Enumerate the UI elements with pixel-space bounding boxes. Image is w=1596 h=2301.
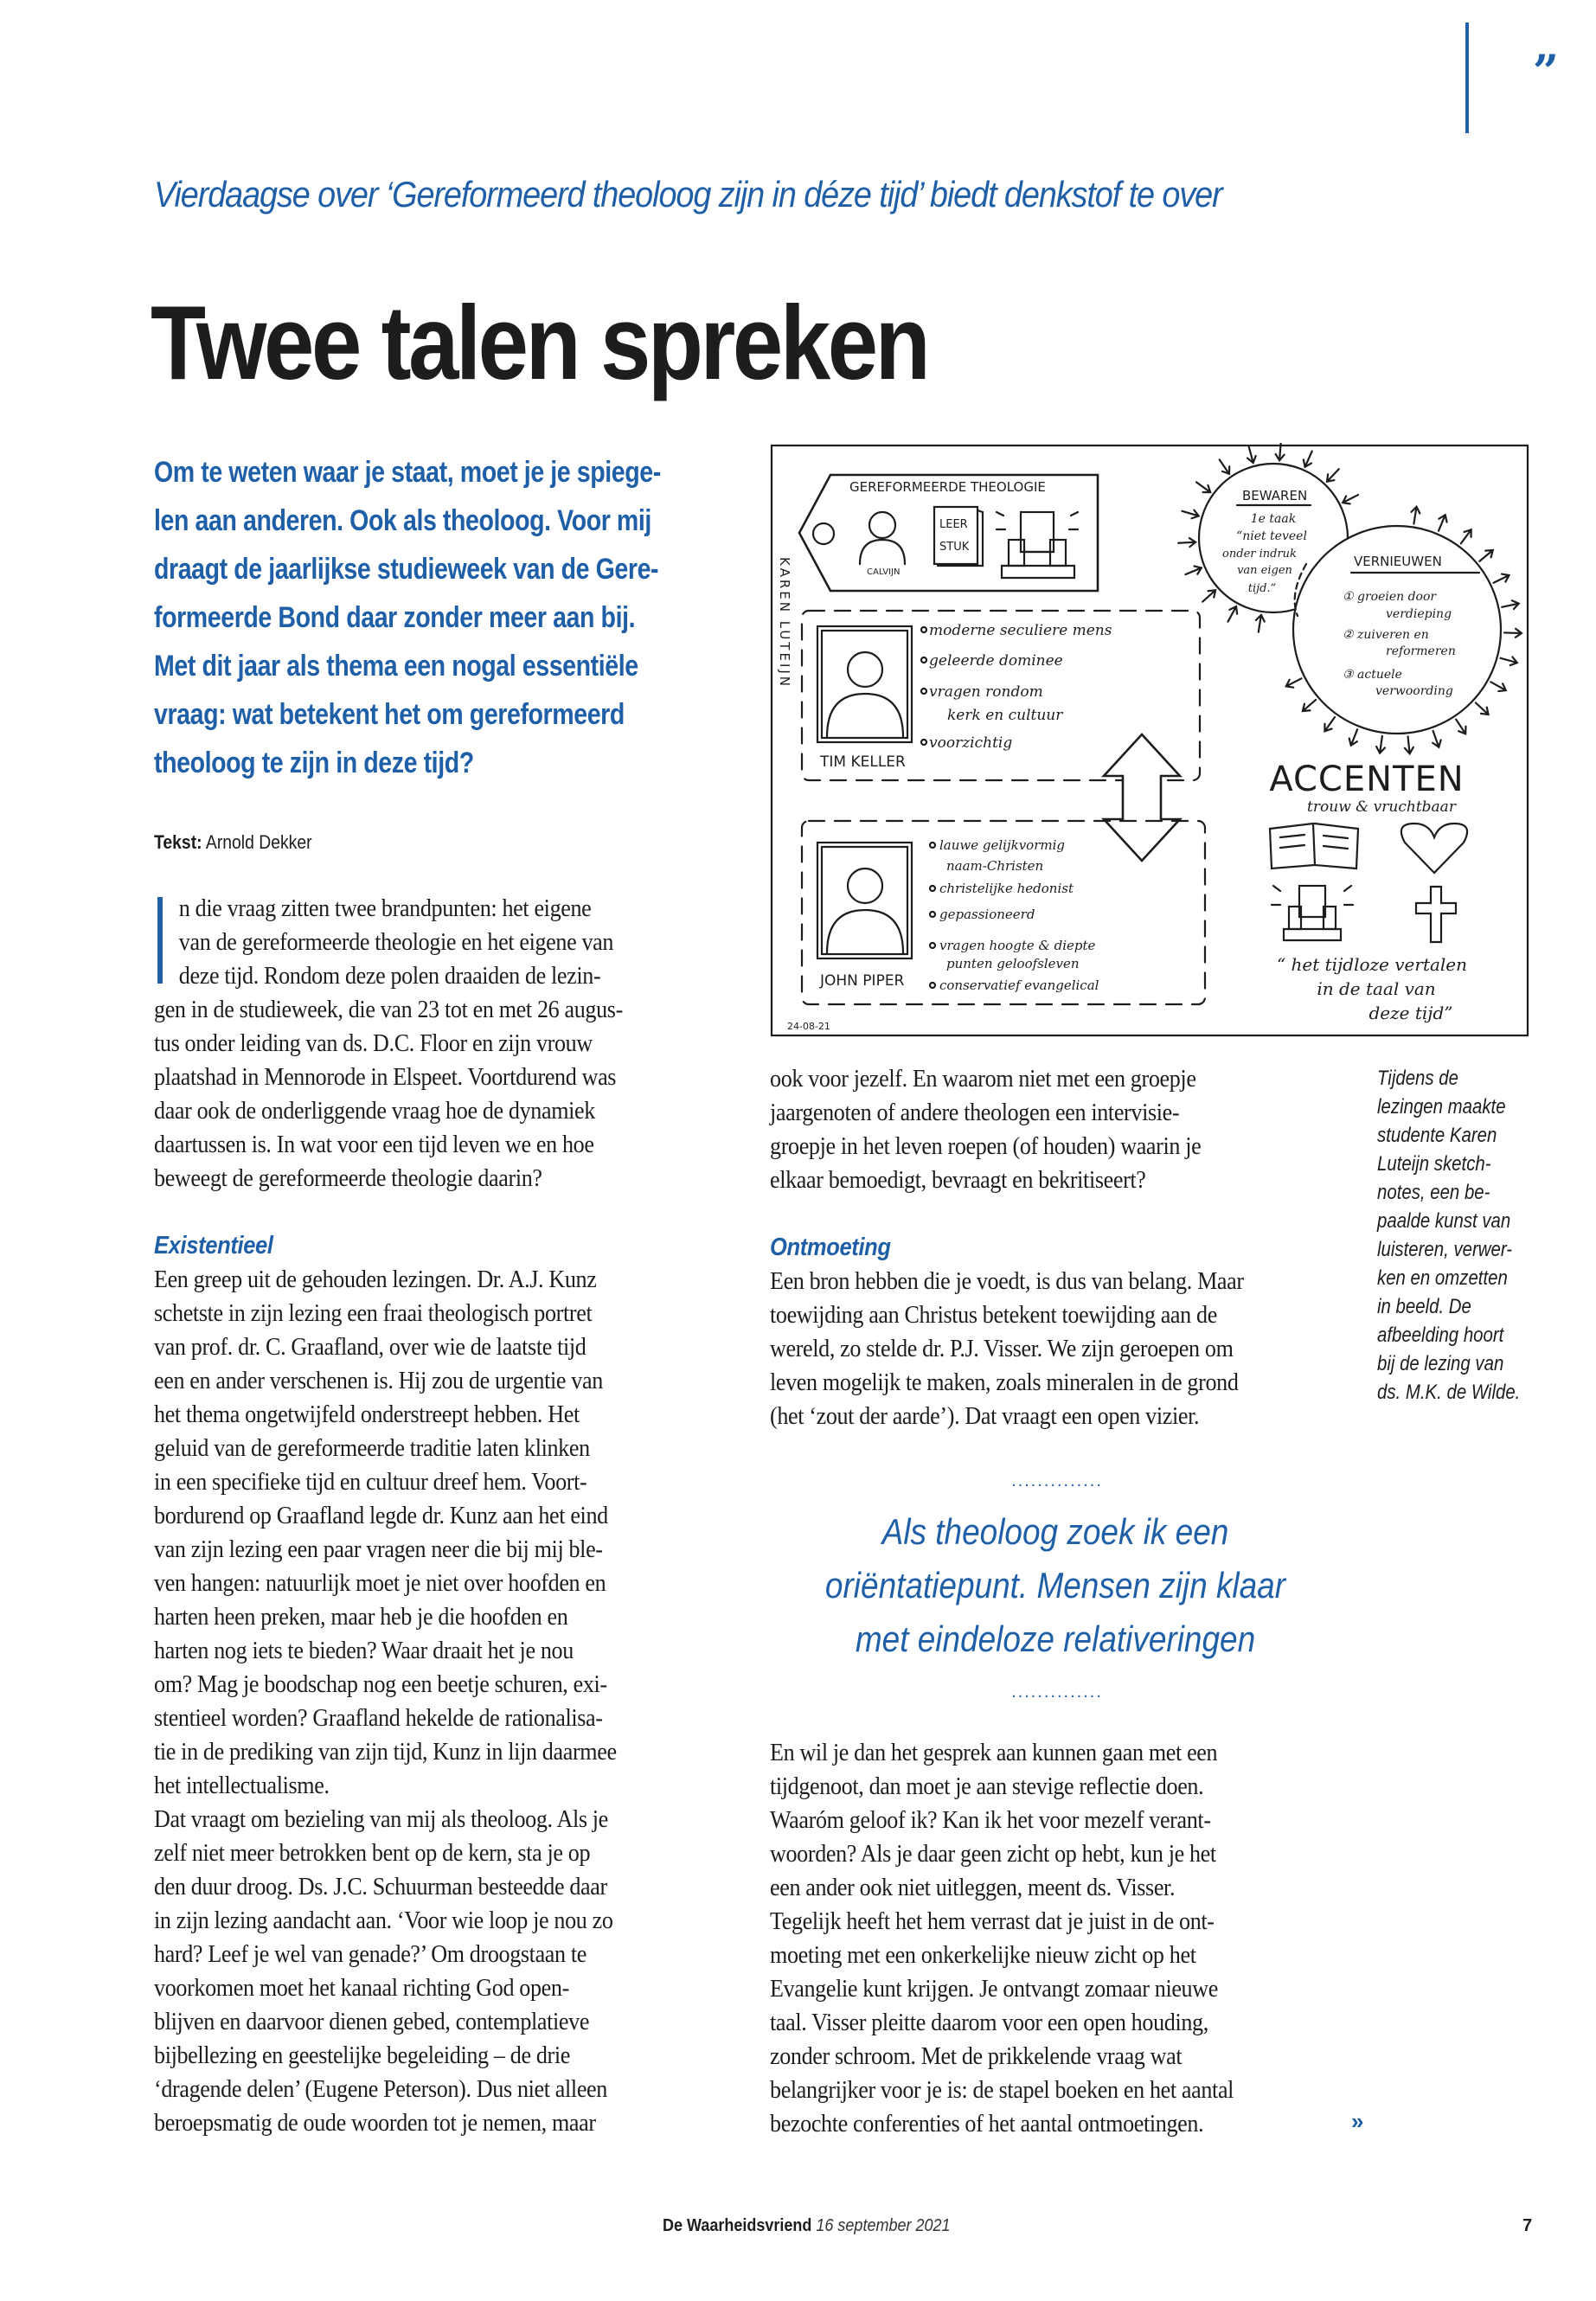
arrow-icon bbox=[1228, 606, 1238, 622]
arrow-icon bbox=[1247, 446, 1256, 463]
text-line: taal. Visser pleitte daarom voor een open houding, bbox=[770, 2009, 1208, 2036]
piper-point: christelijke hedonist bbox=[939, 881, 1074, 896]
arrow-icon bbox=[1433, 731, 1440, 747]
text-line: gen in de studieweek, die van 23 tot en met 26 augus- bbox=[154, 996, 623, 1023]
cross-icon bbox=[1416, 887, 1456, 942]
article-title: Twee talen spreken bbox=[151, 284, 928, 401]
text-line: het thema ongetwijfeld onderstreept hebben. Het bbox=[154, 1400, 580, 1428]
body-column-left bbox=[154, 892, 734, 2140]
arrow-icon bbox=[1327, 469, 1339, 482]
piper-name: JOHN PIPER bbox=[820, 972, 905, 990]
piper-points bbox=[939, 837, 1099, 993]
arrow-icon bbox=[1304, 452, 1312, 467]
calvin-label: CALVIJN bbox=[867, 567, 901, 577]
text-line: tijdgenoot, dan moet je aan stevige reflectie doen. bbox=[770, 1772, 1204, 1800]
pull-quote-divider-bottom: .............. bbox=[1011, 1682, 1103, 1702]
arrow-icon bbox=[1456, 720, 1465, 734]
arrow-icon bbox=[1178, 538, 1195, 547]
caption-line: lezingen maakte bbox=[1377, 1095, 1506, 1118]
text-line: moeting met een onkerkelijke nieuw zicht op het bbox=[770, 1941, 1196, 1969]
text-line: Een bron hebben die je voedt, is dus van belang. Maar bbox=[770, 1267, 1244, 1295]
byline bbox=[154, 830, 312, 855]
text-line: zelf niet meer betrokken bent op de kern, sta je op bbox=[154, 1839, 591, 1867]
text-line: tie in de prediking van zijn tijd, Kunz in lijn daarmee bbox=[154, 1738, 617, 1766]
text-line: ‘dragende delen’ (Eugene Peterson). Dus niet alleen bbox=[154, 2075, 607, 2103]
arrow-icon bbox=[1501, 657, 1517, 665]
text-line: Tegelijk heeft het hem verrast dat je juist in de ont- bbox=[770, 1907, 1215, 1935]
sketch-date: 24-08-21 bbox=[787, 1021, 830, 1032]
arrow-icon bbox=[1439, 515, 1447, 530]
keller-point: vragen rondom bbox=[929, 683, 1043, 701]
keller-bullets bbox=[921, 627, 926, 745]
piper-point: punten geloofsleven bbox=[946, 956, 1080, 971]
caption-line: luisteren, verwer- bbox=[1377, 1238, 1513, 1261]
page-number: 7 bbox=[1522, 2216, 1533, 2235]
text-line: groepje in het leven roepen (of houden) waarin je bbox=[770, 1132, 1202, 1160]
text-line: geluid van de gereformeerde traditie laten klinken bbox=[154, 1434, 590, 1462]
vernieuwen-line: ③ actuele bbox=[1343, 668, 1402, 682]
text-line: En wil je dan het gesprek aan kunnen gaan met een bbox=[770, 1739, 1218, 1766]
caption-line: Tijdens de bbox=[1377, 1067, 1458, 1090]
caption-line: Luteijn sketch- bbox=[1377, 1152, 1491, 1176]
text-line: daar ook de onderliggende vraag hoe de dynamiek bbox=[154, 1097, 595, 1125]
text-line: tus onder leiding van ds. D.C. Floor en zijn vrouw bbox=[154, 1029, 593, 1057]
intro-line: vraag: wat betekent het om gereformeerd bbox=[154, 698, 625, 731]
sketch-quote-line: deze tijd” bbox=[1368, 1003, 1453, 1023]
arrow-icon bbox=[1303, 700, 1316, 711]
text-line: Waaróm geloof ik? Kan ik het voor mezelf verant- bbox=[770, 1806, 1211, 1834]
pull-quote-line: met eindeloze relativeringen bbox=[855, 1618, 1256, 1659]
text-line: (het ‘zout der aarde’). Dat vraagt een open vizier. bbox=[770, 1402, 1200, 1430]
text-line: Een greep uit de gehouden lezingen. Dr. A.J. Kunz bbox=[154, 1266, 597, 1293]
text-line: zonder schroom. Met de prikkelende vraag wat bbox=[770, 2042, 1183, 2070]
calvin-silhouette-icon bbox=[860, 512, 905, 564]
vernieuwen-line: ② zuiveren en bbox=[1343, 628, 1429, 642]
arrow-icon bbox=[1461, 529, 1471, 543]
piper-portrait-icon bbox=[817, 843, 912, 958]
book-label-2: STUK bbox=[939, 541, 970, 554]
text-line: ven hangen: natuurlijk moet je niet over hoofden en bbox=[154, 1569, 606, 1597]
accenten-subtitle: trouw & vruchtbaar bbox=[1307, 798, 1456, 816]
text-line: voorkomen moet het kanaal richting God open- bbox=[154, 1974, 569, 2002]
keller-points bbox=[929, 622, 1112, 752]
text-line: Dat vraagt om bezieling van mij als theoloog. Als je bbox=[154, 1805, 608, 1833]
throne-icon bbox=[1272, 886, 1353, 940]
arrow-icon bbox=[1286, 678, 1302, 687]
arrow-icon bbox=[1411, 507, 1420, 524]
arrow-icon bbox=[1476, 702, 1489, 715]
section-heading: Ontmoeting bbox=[770, 1234, 891, 1261]
intro-line: Om te weten waar je staat, moet je je spiege- bbox=[154, 456, 661, 489]
byline-author: Arnold Dekker bbox=[205, 831, 312, 853]
text-line: in een specifieke tijd en cultuur dreef hem. Voort- bbox=[154, 1468, 587, 1496]
text-line: n die vraag zitten twee brandpunten: het eigene bbox=[178, 894, 592, 922]
arrow-icon bbox=[1185, 567, 1201, 575]
arrow-icon bbox=[1349, 729, 1357, 746]
piper-point: lauwe gelijkvormig bbox=[939, 837, 1065, 853]
article-subtitle: Vierdaagse over ‘Gereformeerd theoloog zijn in déze tijd’ biedt denkstof te over bbox=[154, 174, 1222, 215]
vernieuwen-line: verwoording bbox=[1375, 684, 1453, 698]
text-line: bordurend op Graafland legde dr. Kunz aan het eind bbox=[154, 1502, 608, 1529]
bewaren-line: “niet teveel bbox=[1236, 529, 1307, 543]
quote-icon: ” bbox=[1533, 46, 1559, 99]
vernieuwen-line: ① groeien door bbox=[1343, 590, 1437, 604]
bewaren-line: tijd.” bbox=[1247, 582, 1277, 595]
pull-quote-line: oriëntatiepunt. Mensen zijn klaar bbox=[824, 1565, 1286, 1606]
sketchnote-illustration bbox=[770, 443, 1529, 1038]
text-line: blijven en daarvoor dienen gebed, contemplatieve bbox=[154, 2008, 590, 2035]
text-line: belangrijker voor je is: de stapel boeken en het aantal bbox=[770, 2076, 1234, 2104]
vernieuwen-line: verdieping bbox=[1386, 607, 1452, 621]
text-line: wereld, zo stelde dr. P.J. Visser. We zijn geroepen om bbox=[770, 1335, 1234, 1362]
header-rule bbox=[1465, 22, 1469, 133]
vernieuwen-title: VERNIEUWEN bbox=[1354, 554, 1442, 569]
artist-name: KAREN LUTEIJN bbox=[777, 557, 792, 689]
text-line: deze tijd. Rondom deze polen draaiden de lezin- bbox=[178, 962, 601, 990]
bewaren-line: 1e taak bbox=[1250, 512, 1297, 526]
intro-line: theoloog te zijn in deze tijd? bbox=[154, 747, 474, 779]
publication-name: De Waarheidsvriend bbox=[663, 2216, 812, 2235]
byline-label: Tekst: bbox=[154, 831, 202, 853]
bewaren-line: van eigen bbox=[1237, 564, 1292, 577]
pull-quote bbox=[770, 1505, 1341, 1666]
continue-marker: » bbox=[1351, 2108, 1364, 2134]
intro-line: len aan anderen. Ook als theoloog. Voor mij bbox=[154, 504, 651, 537]
arrow-icon bbox=[1183, 510, 1199, 519]
keller-point: moderne seculiere mens bbox=[929, 622, 1112, 639]
text-line bbox=[154, 1195, 676, 1229]
arrow-icon bbox=[1256, 615, 1265, 632]
open-bible-icon bbox=[1270, 824, 1358, 868]
caption-line: ds. M.K. de Wilde. bbox=[1377, 1381, 1521, 1404]
keller-point: voorzichtig bbox=[929, 734, 1013, 752]
text-line: daartussen is. In wat voor een tijd leven we en hoe bbox=[154, 1131, 594, 1158]
text-line: elkaar bemoedigt, bevraagt en bekritiseert? bbox=[770, 1166, 1146, 1194]
text-line: toewijding aan Christus betekent toewijding aan de bbox=[770, 1301, 1217, 1329]
text-line: stentieel worden? Graafland hekelde de rationalisa- bbox=[154, 1704, 603, 1732]
keller-point: geleerde dominee bbox=[929, 652, 1063, 670]
arrow-icon bbox=[1376, 736, 1385, 753]
text-line: bezochte conferenties of het aantal ontmoetingen. bbox=[770, 2110, 1204, 2138]
text-line: jaargenoten of andere theologen een intervisie- bbox=[770, 1099, 1180, 1126]
section-heading: Existentieel bbox=[154, 1232, 273, 1259]
arrow-icon bbox=[1220, 459, 1229, 473]
bewaren-title: BEWAREN bbox=[1242, 488, 1308, 503]
book-icon bbox=[934, 507, 983, 566]
text-line: beroepsmatig de oude woorden tot je nemen, maar bbox=[154, 2109, 596, 2137]
text-line: Evangelie kunt krijgen. Je ontvangt zomaar nieuwe bbox=[770, 1975, 1218, 2003]
text-line: plaatshad in Mennorode in Elspeet. Voortdurend was bbox=[154, 1063, 617, 1091]
bewaren-line: onder indruk bbox=[1222, 548, 1297, 561]
arrow-icon bbox=[1494, 574, 1509, 583]
accenten-title: ACCENTEN bbox=[1269, 760, 1465, 799]
issue-date: 16 september 2021 bbox=[816, 2216, 951, 2235]
intro-line: Met dit jaar als thema een nogal essentiële bbox=[154, 650, 638, 683]
caption-line: notes, een be- bbox=[1377, 1181, 1490, 1204]
sketch-quote-line: in de taal van bbox=[1317, 978, 1436, 999]
text-line: ook voor jezelf. En waarom niet met een groepje bbox=[770, 1065, 1196, 1093]
body-column-middle-bottom bbox=[770, 1736, 1349, 2141]
tag-title: GEREFORMEERDE THEOLOGIE bbox=[849, 479, 1046, 495]
keller-portrait-icon bbox=[817, 626, 912, 742]
arrow-icon bbox=[1196, 482, 1210, 492]
arrow-icon bbox=[1405, 736, 1413, 753]
caption-line: paalde kunst van bbox=[1377, 1209, 1511, 1233]
intro-line: draagt de jaarlijkse studieweek van de Gere- bbox=[154, 553, 659, 586]
pull-quote-line: Als theoloog zoek ik een bbox=[881, 1511, 1229, 1552]
arrow-icon bbox=[1343, 495, 1358, 503]
text-line: om? Mag je boodschap nog een beetje schuren, exi- bbox=[154, 1670, 607, 1698]
double-arrow-icon bbox=[1104, 734, 1180, 861]
arrow-icon bbox=[1324, 717, 1335, 731]
caption-line: bij de lezing van bbox=[1377, 1352, 1504, 1375]
heart-icon bbox=[1401, 824, 1467, 873]
vernieuwen-line: reformeren bbox=[1386, 644, 1456, 658]
text-line: een ander ook niet uitleggen, meent ds. Visser. bbox=[770, 1874, 1176, 1901]
pull-quote-divider-top: .............. bbox=[1011, 1471, 1103, 1490]
tag-hole bbox=[813, 523, 834, 544]
caption-line: in beeld. De bbox=[1377, 1295, 1471, 1318]
piper-point: conservatief evangelical bbox=[939, 977, 1099, 993]
arrow-icon bbox=[1490, 682, 1505, 691]
text-line: hard? Leef je wel van genade?’ Om droogstaan te bbox=[154, 1940, 587, 1968]
text-line: van zijn lezing een paar vragen neer die bij mij ble- bbox=[154, 1535, 603, 1563]
body-column-middle-top bbox=[770, 1062, 1349, 1433]
keller-name: TIM KELLER bbox=[820, 753, 906, 771]
arrow-icon bbox=[1504, 629, 1522, 638]
text-line: harten heen preken, maar heb je die hoofden en bbox=[154, 1603, 568, 1631]
arrow-icon bbox=[1202, 590, 1215, 601]
piper-point: naam-Christen bbox=[946, 858, 1044, 874]
caption-line: ken en omzetten bbox=[1377, 1266, 1508, 1290]
text-line: bijbellezing en geestelijke begeleiding – de drie bbox=[154, 2041, 570, 2069]
text-line: schetste in zijn lezing een fraai theologisch portret bbox=[154, 1299, 593, 1327]
text-line: woorden? Als je daar geen zicht op hebt, kun je het bbox=[770, 1840, 1216, 1868]
arrow-icon bbox=[1479, 550, 1492, 561]
caption-line: afbeelding hoort bbox=[1377, 1324, 1504, 1347]
text-line: een en ander verschenen is. Hij zou de urgentie van bbox=[154, 1367, 603, 1394]
text-line: van de gereformeerde theologie en het eigene van bbox=[178, 928, 614, 956]
piper-bullets bbox=[930, 843, 935, 988]
keller-point: kerk en cultuur bbox=[947, 707, 1063, 724]
intro-line: formeerde Bond daar zonder meer aan bij. bbox=[154, 601, 636, 634]
sketch-quote bbox=[1277, 954, 1467, 1023]
piper-point: gepassioneerd bbox=[939, 907, 1035, 922]
image-caption bbox=[1377, 1064, 1542, 1407]
article-intro bbox=[154, 448, 708, 787]
text-line bbox=[770, 1197, 1292, 1231]
text-line: den duur droog. Ds. J.C. Schuurman besteedde daar bbox=[154, 1873, 607, 1900]
text-line: harten nog iets te bieden? Waar draait het je nou bbox=[154, 1637, 574, 1664]
book-label-1: LEER bbox=[939, 518, 968, 531]
caption-line: studente Karen bbox=[1377, 1124, 1497, 1147]
text-line: in zijn lezing aandacht aan. ‘Voor wie loop je nou zo bbox=[154, 1907, 613, 1934]
page-footer bbox=[663, 2214, 951, 2238]
sketch-quote-line: “ het tijdloze vertalen bbox=[1276, 954, 1468, 975]
text-line: leven mogelijk te maken, zoals mineralen in de grond bbox=[770, 1368, 1239, 1396]
arrow-icon bbox=[1502, 600, 1519, 609]
text-line: van prof. dr. C. Graafland, over wie de laatste tijd bbox=[154, 1333, 586, 1361]
text-line: beweegt de gereformeerde theologie daarin? bbox=[154, 1164, 542, 1192]
piper-point: vragen hoogte & diepte bbox=[939, 938, 1096, 953]
chair-icon bbox=[997, 512, 1078, 578]
text-line: het intellectualisme. bbox=[154, 1772, 330, 1799]
